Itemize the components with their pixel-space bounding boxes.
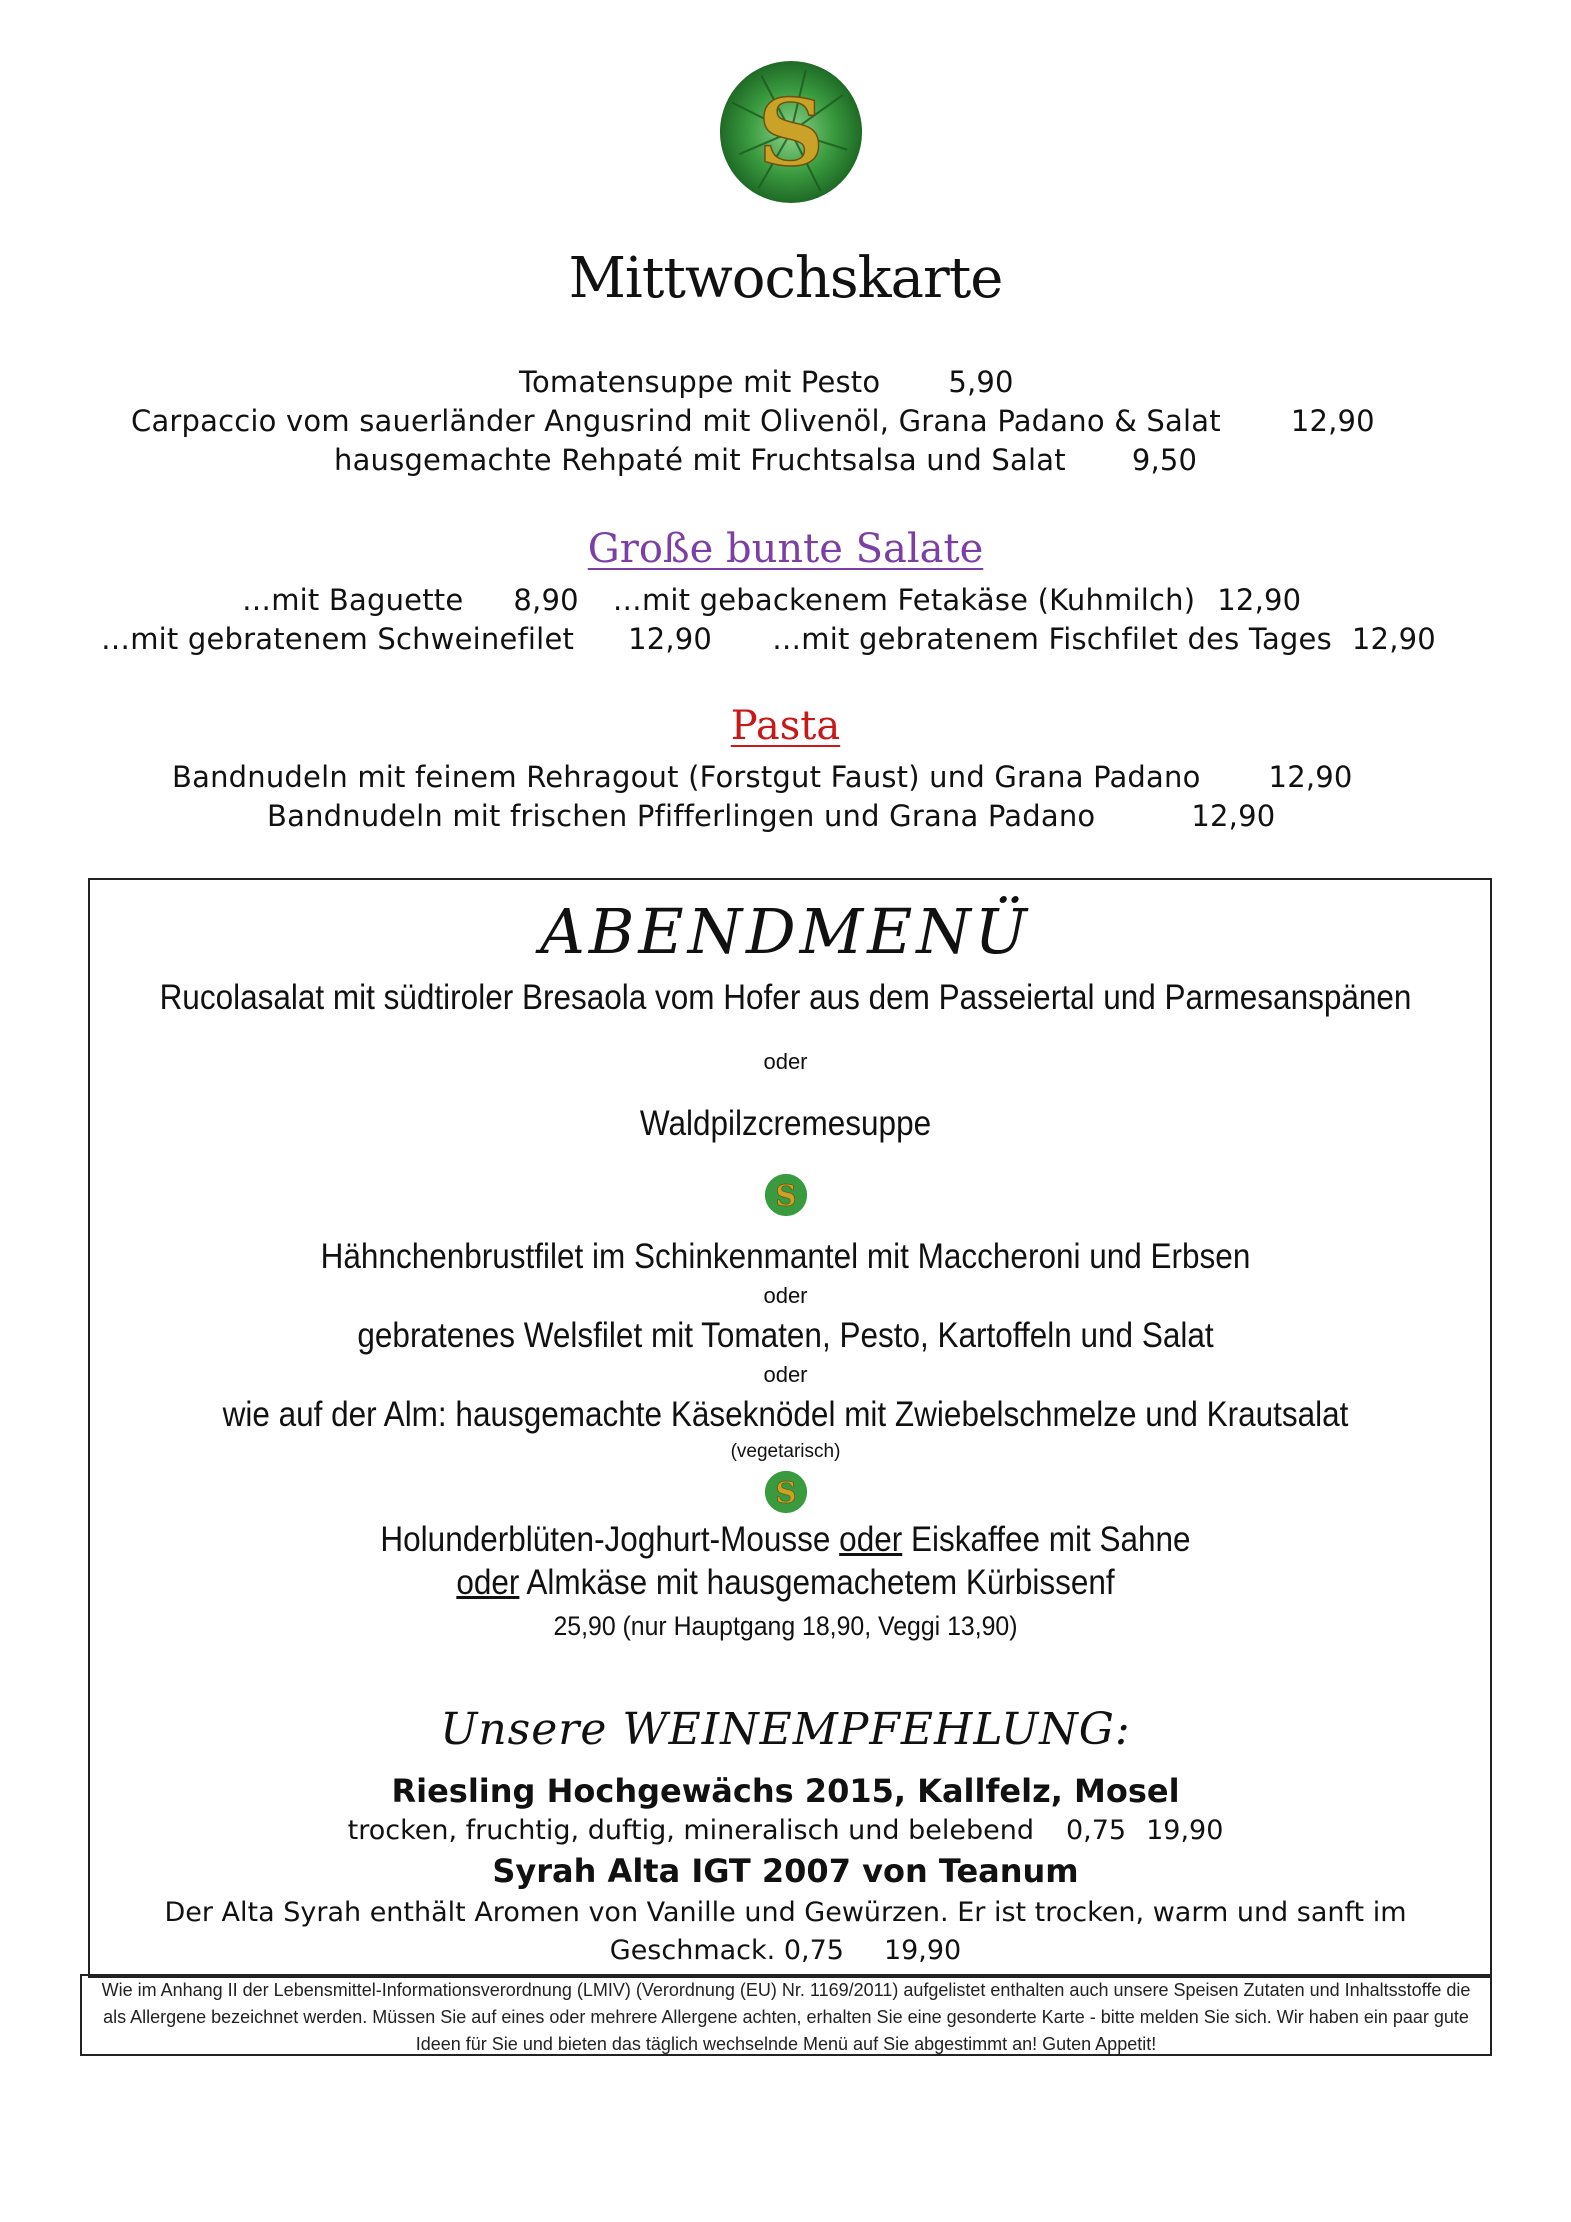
menu-price: 25,90 (nur Hauptgang 18,90, Veggi 13,90) <box>553 1611 1018 1641</box>
wine-2-name: Syrah Alta IGT 2007 von Teanum <box>492 1852 1079 1890</box>
menu-or-1: oder <box>763 1049 808 1074</box>
menu-or-3: oder <box>763 1362 808 1387</box>
tree-s-logo-icon <box>764 1470 808 1514</box>
menu-or-2: oder <box>763 1283 808 1308</box>
wine-heading: Unsere WEINEMPFEHLUNG: <box>440 1704 1131 1755</box>
menu-main-3: wie auf der Alm: hausgemachte Käseknödel mit Zwiebelschmelze und Krautsalat <box>222 1395 1349 1434</box>
menu-starter-2: Waldpilzcremesuppe <box>639 1104 932 1143</box>
salads-heading: Große bunte Salate <box>587 526 984 572</box>
menu-veg-note: (vegetarisch) <box>730 1441 841 1462</box>
svg-text:S: S <box>775 1178 797 1213</box>
tree-s-logo-icon <box>713 58 869 206</box>
allergy-note: Wie im Anhang II der Lebensmittel-Informationsverordnung (LMIV) (Verordnung (EU) Nr. 1169/2011) aufgelistet enthalten auch unsere Speisen Zutaten und Inhaltsstoffe die als Allergene bezeichnet werden. Müssen Sie auf eines oder mehrere Allergene achten, erhalten Sie eine gesonderte Karte - bitte melden Sie sich. Wir haben ein paar gute Ideen für Sie und bieten das täglich wechselnde Menü auf Sie abgestimmt an! Guten Appetit! <box>80 1974 1492 2056</box>
menu-dessert-line-1: Holunderblüten-Joghurt-Mousse oder Eiskaffee mit Sahne <box>380 1520 1191 1559</box>
tree-s-logo-icon <box>764 1173 808 1217</box>
wine-2-desc-line-2: Geschmack. 0,75 19,90 <box>609 1935 962 1966</box>
menu-dessert-line-2: oder Almkäse mit hausgemachetem Kürbissenf <box>456 1563 1115 1602</box>
abendmenu-heading: ABENDMENÜ <box>540 895 1031 968</box>
svg-text:S: S <box>775 1475 797 1510</box>
page-title: Mittwochskarte <box>568 246 1003 311</box>
starter-3: hausgemachte Rehpaté mit Fruchtsalsa und Salat 9,50 <box>334 443 1198 477</box>
wine-2-desc-line-1: Der Alta Syrah enthält Aromen von Vanille und Gewürzen. Er ist trocken, warm und sanft im <box>164 1897 1407 1928</box>
wine-1-desc: trocken, fruchtig, duftig, mineralisch und belebend 0,75 19,90 <box>347 1815 1224 1846</box>
menu-main-1: Hähnchenbrustfilet im Schinkenmantel mit Maccheroni und Erbsen <box>320 1237 1251 1276</box>
menu-main-2: gebratenes Welsfilet mit Tomaten, Pesto, Kartoffeln und Salat <box>357 1316 1214 1355</box>
starter-1: Tomatensuppe mit Pesto 5,90 <box>519 365 1014 399</box>
pasta-heading: Pasta <box>730 703 841 749</box>
starter-2: Carpaccio vom sauerländer Angusrind mit Olivenöl, Grana Padano & Salat 12,90 <box>131 404 1375 438</box>
wine-1-name: Riesling Hochgewächs 2015, Kallfelz, Mosel <box>391 1772 1180 1810</box>
salad-row-1: …mit Baguette 8,90 …mit gebackenem Fetakäse (Kuhmilch) 12,90 <box>242 583 1302 617</box>
menu-starter-1: Rucolasalat mit südtiroler Bresaola vom Hofer aus dem Passeiertal und Parmesanspänen <box>159 978 1412 1017</box>
salad-row-2: …mit gebratenem Schweinefilet 12,90 …mit gebratenem Fischfilet des Tages 12,90 <box>101 622 1436 656</box>
pasta-item-1: Bandnudeln mit feinem Rehragout (Forstgut Faust) und Grana Padano 12,90 <box>172 760 1353 794</box>
pasta-item-2: Bandnudeln mit frischen Pfifferlingen und Grana Padano 12,90 <box>267 799 1276 833</box>
svg-text:S: S <box>757 78 825 187</box>
